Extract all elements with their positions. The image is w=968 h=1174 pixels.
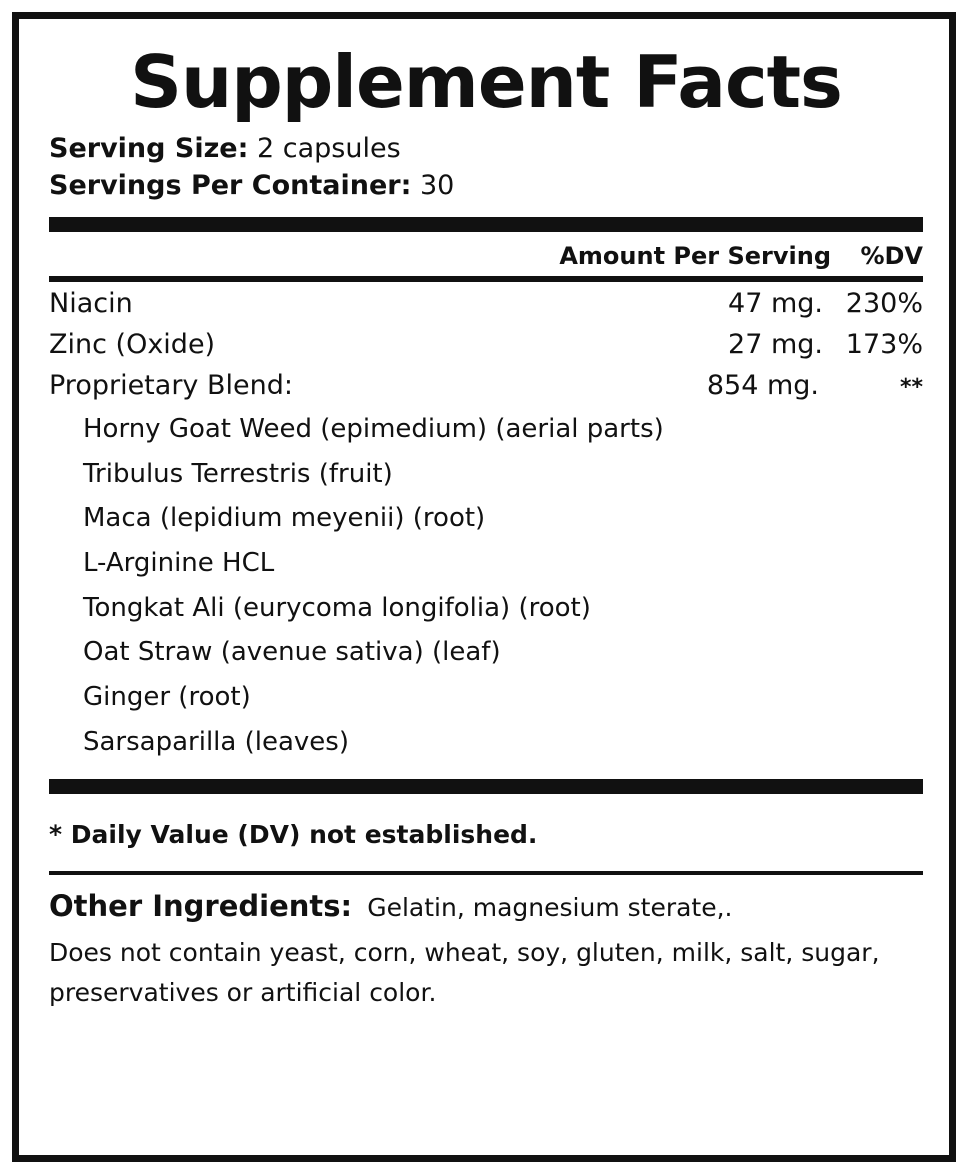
divider-thick-bottom bbox=[49, 779, 923, 794]
servings-per-container-label: Servings Per Container: bbox=[49, 169, 412, 201]
list-item: Horny Goat Weed (epimedium) (aerial parts) bbox=[83, 413, 664, 444]
nutrient-dv: 173% bbox=[845, 328, 923, 360]
nutrient-amount: 27 mg. bbox=[728, 328, 823, 360]
list-item: Maca (lepidium meyenii) (root) bbox=[83, 503, 486, 534]
proprietary-blend-amount: 854 mg. bbox=[706, 369, 819, 401]
servings-per-container-value: 30 bbox=[419, 169, 455, 201]
supplement-facts-panel bbox=[12, 12, 956, 1162]
other-ingredients-line bbox=[49, 889, 923, 923]
supplement-facts-content bbox=[49, 33, 923, 1145]
page-title: Supplement Facts bbox=[130, 40, 842, 124]
list-item: Sarsaparilla (leaves) bbox=[83, 726, 349, 757]
allergen-disclaimer: Does not contain yeast, corn, wheat, soy, gluten, milk, salt, sugar, preservatives or artificial color. bbox=[49, 937, 880, 1007]
serving-size-label: Serving Size: bbox=[49, 132, 249, 164]
serving-size-value: 2 capsules bbox=[257, 132, 401, 164]
table-header-row bbox=[49, 232, 923, 276]
other-ingredients-value: Gelatin, magnesium sterate,. bbox=[367, 892, 733, 922]
table-row bbox=[49, 282, 923, 323]
daily-value-footnote: * Daily Value (DV) not established. bbox=[49, 819, 538, 849]
list-item: Oat Straw (avenue sativa) (leaf) bbox=[83, 637, 501, 668]
other-ingredients-label: Other Ingredients: bbox=[49, 888, 353, 923]
proprietary-blend-item-list bbox=[49, 407, 923, 765]
divider-thick-top bbox=[49, 217, 923, 232]
nutrient-name: Zinc (Oxide) bbox=[49, 328, 216, 360]
servings-per-container-line bbox=[49, 168, 923, 203]
list-item: L-Arginine HCL bbox=[83, 547, 275, 578]
other-ingredients-block bbox=[49, 875, 923, 1013]
column-header-percent-dv: %DV bbox=[860, 241, 923, 270]
list-item: Ginger (root) bbox=[83, 682, 251, 713]
column-header-amount-per-serving: Amount Per Serving bbox=[559, 241, 831, 270]
nutrient-amount: 47 mg. bbox=[728, 287, 823, 319]
list-item: Tongkat Ali (eurycoma longifolia) (root) bbox=[83, 592, 591, 623]
table-row-proprietary-blend bbox=[49, 364, 923, 405]
proprietary-blend-dv: ** bbox=[899, 374, 923, 400]
nutrient-name: Niacin bbox=[49, 287, 133, 319]
proprietary-blend-name: Proprietary Blend: bbox=[49, 369, 293, 401]
list-item: Tribulus Terrestris (fruit) bbox=[83, 458, 393, 489]
nutrient-dv: 230% bbox=[845, 287, 923, 319]
serving-size-line bbox=[49, 131, 923, 166]
table-row bbox=[49, 323, 923, 364]
